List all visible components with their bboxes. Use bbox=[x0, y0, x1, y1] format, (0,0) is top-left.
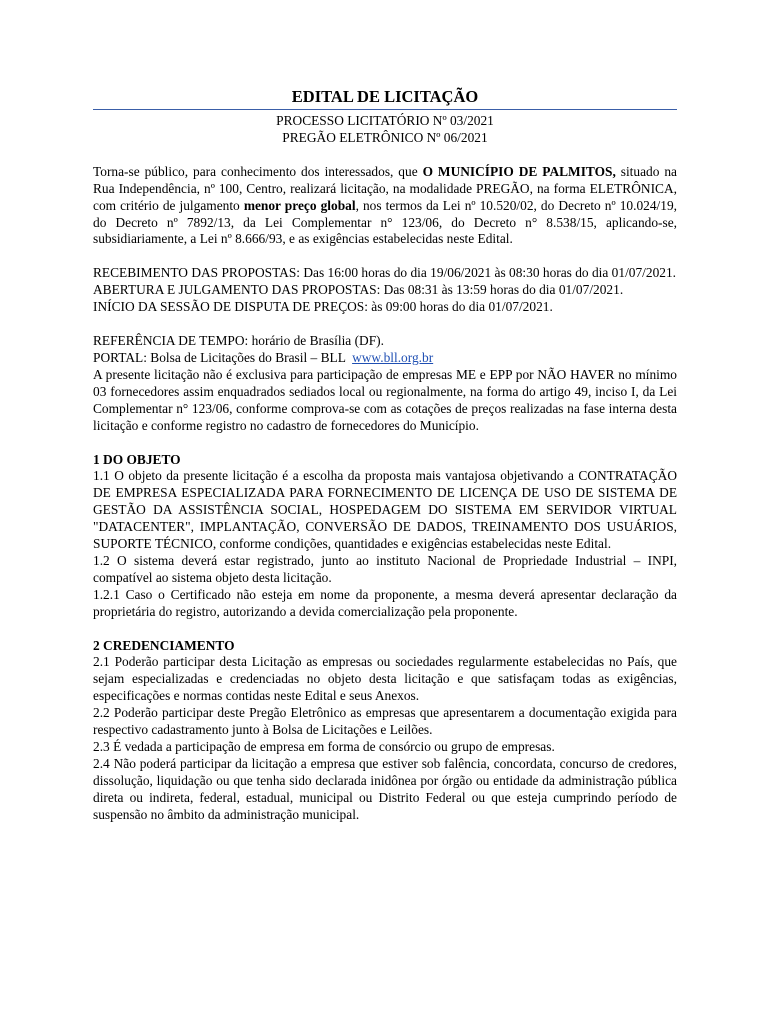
process-number: PROCESSO LICITATÓRIO Nº 03/2021 bbox=[276, 113, 494, 128]
intro-criterio: menor preço global bbox=[243, 197, 356, 213]
document-body bbox=[93, 87, 677, 824]
portal-label: PORTAL: Bolsa de Licitações do Brasil – BLL bbox=[93, 349, 353, 365]
credenciamento-item-2-1: 2.1 Poderão participar desta Licitação as empresas ou sociedades regularmente estabelecidas no País, que sejam especializadas e credenciadas no objeto desta licitação e que satisfaçam todas as exigências, especificações e normas contidas neste Edital e seus Anexos. bbox=[93, 654, 677, 704]
objeto-item-1-1: 1.1 O objeto da presente licitação é a escolha da proposta mais vantajosa objetivando a CONTRATAÇÃO DE EMPRESA ESPECIALIZADA PARA FORNECIMENTO DE LICENÇA DE USO DE SISTEMA DE GESTÃO DA ASSISTÊNCIA SOCIAL, HOSPEDAGEM DO SISTEMA EM SERVIDOR VIRTUAL "DATACENTER", IMPLANTAÇÃO, CONVERSÃO DE DADOS, TREINAMENTO DOS USUÁRIOS, SUPORTE TÉCNICO, conforme condições, quantidades e exigências estabelecidas neste Edital. bbox=[93, 468, 677, 552]
credenciamento-item-2-2: 2.2 Poderão participar deste Pregão Eletrônico as empresas que apresentarem a documentação exigida para respectivo cadastramento junto à Bolsa de Licitações e Leilões. bbox=[93, 705, 677, 738]
referencia-tempo: REFERÊNCIA DE TEMPO: horário de Brasília (DF). bbox=[93, 333, 384, 349]
pregao-number: PREGÃO ELETRÔNICO Nº 06/2021 bbox=[282, 129, 488, 145]
document-title: EDITAL DE LICITAÇÃO bbox=[93, 87, 677, 110]
credenciamento-item-2-4: 2.4 Não poderá participar da licitação a empresa que estiver sob falência, concordata, concurso de credores, dissolução, liquidação ou que tenha sido declarada inidônea por órgão ou entidade da administração pública direta ou indireta, federal, estadual, municipal ou Distrito Federal ou que esteja cumprindo período de suspensão no âmbito da administração municipal. bbox=[93, 755, 677, 822]
portal-link[interactable]: www.bll.org.br bbox=[352, 349, 434, 365]
intro-paragraph bbox=[93, 164, 677, 249]
inicio-sessao: INÍCIO DA SESSÃO DE DISPUTA DE PREÇOS: às 09:00 horas do dia 01/07/2021. bbox=[93, 299, 553, 315]
portal-line bbox=[93, 350, 677, 367]
recebimento-propostas: RECEBIMENTO DAS PROPOSTAS: Das 16:00 horas do dia 19/06/2021 às 08:30 horas do dia 01/07/2021. bbox=[93, 265, 677, 281]
intro-municipio: O MUNICÍPIO DE PALMITOS, bbox=[422, 163, 616, 179]
exclusividade-paragraph: A presente licitação não é exclusiva para participação de empresas ME e EPP por NÃO HAVER no mínimo 03 fornecedores assim enquadrados sediados local ou regionalmente, na forma do artigo 49, inciso I, da Lei Complementar n° 123/06, conforme comprova-se com as cotações de preços realizadas na fase interna desta licitação e conforme registro no cadastro de fornecedores do Município. bbox=[93, 366, 677, 433]
objeto-item-1-2: 1.2 O sistema deverá estar registrado, junto ao instituto Nacional de Propriedade Industrial – INPI, compatível ao sistema objeto desta licitação. bbox=[93, 552, 677, 585]
credenciamento-item-2-3: 2.3 É vedada a participação de empresa em forma de consórcio ou grupo de empresas. bbox=[93, 739, 555, 754]
section-title-credenciamento: 2 CREDENCIAMENTO bbox=[93, 637, 235, 653]
section-title-objeto: 1 DO OBJETO bbox=[93, 451, 181, 467]
abertura-julgamento: ABERTURA E JULGAMENTO DAS PROPOSTAS: Das 08:31 às 13:59 horas do dia 01/07/2021. bbox=[93, 282, 624, 298]
intro-text-end: , nos termos da Lei nº 10.520/02, do Decreto nº 10.024/19, do Decreto nº 7892/13, da Lei Complementar n° 123/06, do Decreto n° 8.538/15, aplicando-se, subsidiariamente, a Lei nº 8.666/93, e as exigências estabelecidas neste Edital. bbox=[93, 197, 677, 247]
objeto-item-1-2-1: 1.2.1 Caso o Certificado não esteja em nome da proponente, a mesma deverá apresentar declaração da proprietária do registro, autorizando a devida comercialização pela proponente. bbox=[93, 586, 677, 619]
intro-text-middle: situado na Rua Independência, nº 100, Centro, realizará licitação, na modalidade PREGÃO, na forma ELETRÔNICA, com critério de julgamento bbox=[93, 163, 677, 213]
intro-text-start: Torna-se público, para conhecimento dos interessados, que bbox=[93, 163, 423, 179]
